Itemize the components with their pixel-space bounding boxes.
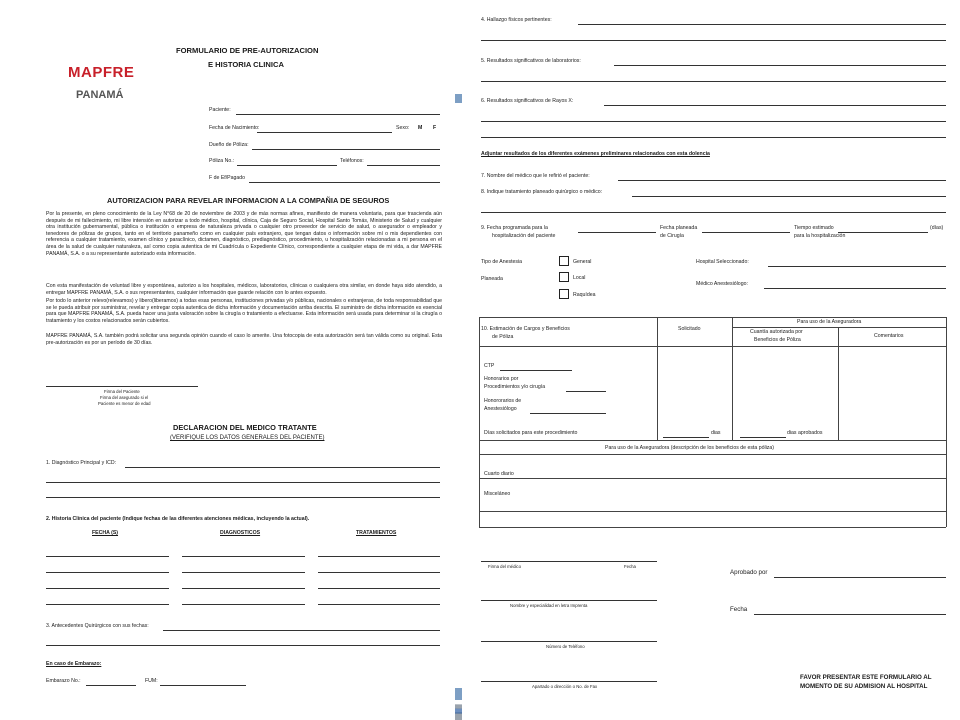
- form-title-line2: E HISTORIA CLINICA: [208, 60, 284, 69]
- nombre-esp-line[interactable]: [481, 600, 657, 601]
- form-title-line1: FORMULARIO DE PRE-AUTORIZACION: [176, 46, 319, 55]
- embarazo-no-field[interactable]: [86, 685, 136, 686]
- q9-tiempo-field[interactable]: [838, 232, 928, 233]
- mapfre-logo-text: MAPFRE: [68, 64, 135, 81]
- local-option-label: Local: [573, 275, 586, 281]
- hist-row-4-diag[interactable]: [182, 604, 305, 605]
- col-fechas-header: FECHA (S): [92, 530, 119, 536]
- label-poliza-no: Póliza No.:: [209, 158, 235, 164]
- q9-de-cirugia-label: de Cirugía: [660, 233, 684, 239]
- apartado-line[interactable]: [481, 681, 657, 682]
- num-tel-label: Número de Teléfono: [546, 644, 585, 649]
- label-fdef: F de Ef/Pagado: [209, 175, 246, 181]
- table-bottom-border: [479, 440, 946, 441]
- cuantia-header-2: Beneficios de Póliza: [754, 337, 801, 343]
- q2-historia-label: 2. Historia Clínica del paciente (Indique fechas de las diferentes atenciones médicas, incluyendo la actual).: [46, 516, 310, 522]
- authorization-paragraph-4: MAPFRE PANAMÁ, S.A. también podrá solicitar una segunda opinión cuando el caso lo amerite. Una fotocopia de esta autorización será tan válida como su original. Esta pre-autorización es por un período de 30 días.: [46, 333, 442, 346]
- ctp-field[interactable]: [500, 370, 572, 371]
- q9-fecha-programada-label: 9. Fecha programada para la: [481, 225, 548, 231]
- general-option-label: General: [573, 259, 592, 265]
- q9-fecha-programada-field[interactable]: [578, 232, 656, 233]
- q5-laboratorios-label: 5. Resultados significativos de laboratorios:: [481, 58, 581, 64]
- local-checkbox[interactable]: [559, 272, 569, 282]
- sexo-m-option[interactable]: M: [418, 125, 423, 131]
- label-dueno-poliza: Dueño de Póliza:: [209, 142, 249, 148]
- num-tel-line[interactable]: [481, 641, 657, 642]
- anestesia-label-2: Planeada: [481, 276, 503, 282]
- firma-asegurado-label: Firma del asegurado si el: [100, 395, 149, 400]
- form-page-left: [0, 0, 455, 720]
- q6-line-2[interactable]: [481, 121, 946, 122]
- table-right-border: [946, 317, 947, 440]
- uso-desc-header: Para uso de la Aseguradora (descripción de los beneficios de esta póliza): [605, 445, 774, 451]
- q4-line-2[interactable]: [481, 40, 946, 41]
- q9-fecha-planeada-label: Fecha planeada: [660, 225, 698, 231]
- table-left-border: [479, 317, 480, 440]
- aprobado-por-label: Aprobado por: [730, 569, 768, 576]
- apartado-label: Apartado o dirección o No. de Fax: [532, 684, 598, 689]
- fum-field[interactable]: [160, 685, 246, 686]
- panama-logo-text: PANAMÁ: [76, 89, 124, 101]
- hist-row-1-fecha[interactable]: [46, 556, 169, 557]
- hist-row-2-trat[interactable]: [318, 572, 440, 573]
- q7-medico-label: 7. Nombre del médico que le refirió el paciente:: [481, 173, 590, 179]
- anestesiologo-field[interactable]: [764, 288, 946, 289]
- ctp-label: CTP: [484, 363, 495, 369]
- label-telefonos: Teléfonos:: [340, 158, 364, 164]
- hist-row-4-trat[interactable]: [318, 604, 440, 605]
- misc-line[interactable]: [479, 511, 946, 512]
- q6-rayosx-label: 6. Resultados significativos de Rayos X:: [481, 98, 574, 104]
- dias-label: dias: [711, 430, 721, 436]
- anestesiologo-label: Médico Anestesiólogo:: [696, 281, 748, 287]
- anestesia-label-1: Tipo de Anestesia: [481, 259, 523, 265]
- fdef-field[interactable]: [249, 182, 440, 183]
- fecha-aprobacion-label: Fecha: [730, 606, 748, 613]
- authorization-paragraph-2: Con esta manifestación de voluntad libre y espontánea, autorizo a los hospitales, médicos, laboratorios, clínicas o cualquiera otra similar, en donde haya sido atendido, a entregar MAPFRE PANAMÁ, S.A. o sus representantes, cualquier información que guarde relación con lo antes expuesto.: [46, 283, 442, 296]
- uso-aseguradora-header: Para uso de la Aseguradora: [797, 319, 862, 325]
- dias-aprobados-field[interactable]: [740, 437, 786, 438]
- firma-menor-label: Paciente es menor de edad: [98, 401, 151, 406]
- honorarios-label-1: Honorarios por: [484, 376, 519, 382]
- hist-row-3-diag[interactable]: [182, 588, 305, 589]
- firma-paciente-label: Firma del Paciente: [104, 389, 140, 394]
- q6-field[interactable]: [604, 105, 946, 106]
- hist-row-3-fecha[interactable]: [46, 588, 169, 589]
- raquidea-option-label: Raquídea: [573, 292, 596, 298]
- table-top-border: [479, 317, 946, 318]
- table-col-divider-3: [838, 327, 839, 440]
- raquidea-checkbox[interactable]: [559, 289, 569, 299]
- hist-row-1-trat[interactable]: [318, 556, 440, 557]
- miscelaneo-label: Misceláneo: [484, 491, 511, 497]
- label-fecha-nacimiento: Fecha de Nacimiento:: [209, 125, 260, 131]
- table-col-divider-1: [657, 317, 658, 440]
- q3-antecedentes-label: 3. Antecedentes Quirúrgicos con sus fechas:: [46, 623, 149, 629]
- q9-dias-label: (días): [930, 225, 944, 231]
- favor-presentar-line1: FAVOR PRESENTAR ESTE FORMULARIO AL: [800, 674, 932, 681]
- aprobado-por-field[interactable]: [774, 577, 946, 578]
- q7-field[interactable]: [618, 180, 946, 181]
- sexo-f-option[interactable]: F: [433, 125, 437, 131]
- fecha-aprobacion-field[interactable]: [754, 614, 946, 615]
- hist-row-4-fecha[interactable]: [46, 604, 169, 605]
- adjuntar-note: Adjuntar resultados de los diferentes exámenes preliminares relacionados con esta dolencia: [481, 151, 710, 157]
- honorarios-anest-field[interactable]: [530, 413, 606, 414]
- table-header-bottom: [479, 346, 946, 347]
- col-diagnosticos-header: DIAGNOSTICOS: [220, 530, 261, 536]
- form-page-right: [462, 0, 960, 720]
- q1-diagnostico-label: 1. Diagnóstico Principal y ICD:: [46, 460, 117, 466]
- poliza-no-field[interactable]: [237, 165, 337, 166]
- fecha-nacimiento-field[interactable]: [257, 132, 392, 133]
- q5-line-2[interactable]: [481, 81, 946, 82]
- q8-tratamiento-label: 8. Indique tratamiento planeado quirúrgico o médico:: [481, 189, 603, 195]
- q9-hospitalizacion-label: hospitalización del paciente: [492, 233, 556, 239]
- cuarto-line[interactable]: [479, 478, 946, 479]
- honorarios-anest-label-2: Anestesiólogo: [484, 406, 517, 412]
- q9-para-hosp-label: para la hospitalización: [794, 233, 846, 239]
- general-checkbox[interactable]: [559, 256, 569, 266]
- honorarios-label-2: Procedimientos y/o cirugía: [484, 384, 546, 390]
- q4-field[interactable]: [578, 24, 946, 25]
- hist-row-2-diag[interactable]: [182, 572, 305, 573]
- firma-medico-label: Firma del médico: [488, 564, 521, 569]
- q1-line-3[interactable]: [46, 497, 440, 498]
- table2-bottom-border: [479, 527, 946, 528]
- col-solicitado-header: Solicitado: [678, 326, 701, 332]
- firma-medico-line[interactable]: [481, 561, 657, 562]
- embarazo-heading: En caso de Embarazo:: [46, 661, 102, 667]
- q9-tiempo-label: Tiempo estimado: [794, 225, 834, 231]
- label-sexo: Sexo:: [396, 125, 410, 131]
- q8-field[interactable]: [632, 196, 946, 197]
- q1-diagnostico-field[interactable]: [125, 467, 440, 468]
- declaration-title: DECLARACION DEL MEDICO TRATANTE: [173, 423, 317, 432]
- authorization-paragraph-3: Por todo lo anterior relevo(relevamos) y libero(liberamos) a todas esas personas, instituciones privadas y/o públicas, nacionales o extranjeras, de toda responsabilidad que se le pueda atribuir por suministrar, revelar y entregar copia autentica de dicha información y documentación arriba descrita. El suministro de dicha información es esencial para que MAPFRE PANAMÁ, S.A. pueda hacer una justa valoración sobre la cirugía o tratamiento a efectuarse. Esta información será usada para determinar si la cirugía o tratamiento y los costos relacionados serán cubiertos.: [46, 298, 442, 324]
- comentarios-header: Comentarios: [874, 333, 904, 339]
- hospital-field[interactable]: [768, 266, 946, 267]
- fecha-label: Fecha: [624, 564, 636, 569]
- dias-aprobados-label: dias aprobados: [787, 430, 823, 436]
- table2-header-bottom: [479, 454, 946, 455]
- cuantia-header-1: Cuantía autorizada por: [750, 329, 803, 335]
- honorarios-anest-label-1: Honororarios de: [484, 398, 522, 404]
- embarazo-no-label: Embarazo No.:: [46, 678, 81, 684]
- authorization-title: AUTORIZACION PARA REVELAR INFORMACION A LA COMPAÑIA DE SEGUROS: [107, 196, 390, 205]
- q3-line-2[interactable]: [46, 645, 440, 646]
- hist-row-3-trat[interactable]: [318, 588, 440, 589]
- table2-right-border: [946, 440, 947, 527]
- table-col-divider-2: [732, 317, 733, 440]
- q1-line-2[interactable]: [46, 482, 440, 483]
- nombre-esp-label: Nombre y especialidad en letra Imprenta: [510, 603, 588, 608]
- favor-presentar-line2: MOMENTO DE SU ADMISION AL HOSPITAL: [800, 683, 928, 690]
- col-tratamientos-header: TRATAMIENTOS: [356, 530, 397, 536]
- fum-label: FUM:: [145, 678, 158, 684]
- telefonos-field[interactable]: [367, 165, 440, 166]
- q9-fecha-cirugia-field[interactable]: [702, 232, 790, 233]
- dias-solicitados-label: Días solicitados para este procedimiento: [484, 430, 578, 436]
- declaration-subtitle: (VERIFIQUE LOS DATOS GENERALES DEL PACIENTE): [170, 435, 325, 441]
- paciente-field[interactable]: [236, 114, 440, 115]
- cuarto-diario-label: Cuarto diario: [484, 471, 514, 477]
- dueno-poliza-field[interactable]: [252, 149, 440, 150]
- q10-label-2: de Póliza: [492, 334, 514, 340]
- q8-line-2[interactable]: [481, 212, 946, 213]
- signature-line-patient[interactable]: [46, 386, 198, 387]
- table2-left-border: [479, 440, 480, 527]
- authorization-paragraph-1: Por la presente, en pleno conocimiento de la Ley N°68 de 20 de noviembre de 2003 y de más normas afines, manifiesto de manera voluntaria, para que trascienda aún después de mi fallecimiento, mi libre intensión en autorizar a todo médico, hospital, clínica, Caja de Seguro Social, Hospital Santo Tomás, Ministerio de Salud y cualquier otra institución gubernamental, pública o institución o empresa de naturaleza privada o cualquier otro proveedor de servicio de salud, o asegurador o empleador y tenedores de pólizas de grupos, tanto en el territorio panameño como en cualquier país extranjero, que tengan datos o información sobre mí o mis dependientes con referencia a cualquier tratamiento, examen clínico y paraclínico, dictamen, diagnóstico, prediagnóstico, procedimiento, u hospitalización relacionadas a mi persona en el área de la salud de cualquier naturaleza, así como copia autentica de mi Cuadrícula o Expediente Clínico, correspondiente a cualquier etapa de mi vida, a dar MAPFRE PANAMÁ, S.A. o a su representante autorizado esta información.: [46, 211, 442, 257]
- dias-solicitados-field[interactable]: [663, 437, 709, 438]
- table-subheader-border: [732, 327, 946, 328]
- hospital-seleccionado-label: Hospital Seleccionado:: [696, 259, 749, 265]
- q6-line-3[interactable]: [481, 137, 946, 138]
- label-paciente: Paciente:: [209, 107, 231, 113]
- q3-antecedentes-field[interactable]: [163, 630, 440, 631]
- q10-label-1: 10. Estimación de Cargos y Beneficios: [481, 326, 570, 332]
- q4-hallazgos-label: 4. Hallazgo físicos pertinentes:: [481, 17, 552, 23]
- hist-row-1-diag[interactable]: [182, 556, 305, 557]
- hist-row-2-fecha[interactable]: [46, 572, 169, 573]
- q5-field[interactable]: [614, 65, 946, 66]
- honorarios-field[interactable]: [566, 391, 606, 392]
